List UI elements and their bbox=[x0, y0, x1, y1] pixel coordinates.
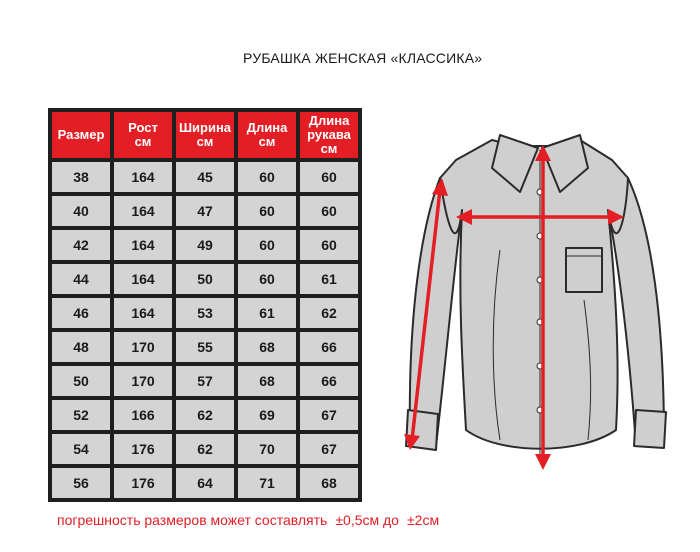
column-header-line: Длина bbox=[308, 113, 350, 128]
table-row bbox=[52, 332, 358, 362]
column-header-line: см bbox=[134, 134, 152, 149]
table-cell: 42 bbox=[52, 230, 110, 260]
table-cell: 53 bbox=[176, 298, 234, 328]
size-table-head bbox=[52, 112, 358, 158]
table-cell: 166 bbox=[114, 400, 172, 430]
table-row bbox=[52, 162, 358, 192]
table-row bbox=[52, 298, 358, 328]
table-cell: 68 bbox=[238, 366, 296, 396]
table-cell: 164 bbox=[114, 298, 172, 328]
table-cell: 164 bbox=[114, 196, 172, 226]
table-cell: 60 bbox=[300, 162, 358, 192]
column-header bbox=[176, 112, 234, 158]
column-header bbox=[114, 112, 172, 158]
table-cell: 164 bbox=[114, 162, 172, 192]
table-cell: 57 bbox=[176, 366, 234, 396]
table-cell: 50 bbox=[176, 264, 234, 294]
table-cell: 70 bbox=[238, 434, 296, 464]
shirt-illustration bbox=[395, 100, 695, 485]
table-cell: 56 bbox=[52, 468, 110, 498]
table-row bbox=[52, 366, 358, 396]
table-row bbox=[52, 196, 358, 226]
table-cell: 54 bbox=[52, 434, 110, 464]
tolerance-note bbox=[57, 512, 439, 528]
table-cell: 164 bbox=[114, 264, 172, 294]
header-row bbox=[52, 112, 358, 158]
tolerance-text: погрешность размеров может составлять bbox=[57, 512, 328, 528]
table-cell: 68 bbox=[300, 468, 358, 498]
table-row bbox=[52, 468, 358, 498]
table-cell: 71 bbox=[238, 468, 296, 498]
table-cell: 66 bbox=[300, 332, 358, 362]
column-header-line: Длина bbox=[246, 120, 288, 135]
table-cell: 46 bbox=[52, 298, 110, 328]
size-table bbox=[48, 108, 362, 502]
table-cell: 68 bbox=[238, 332, 296, 362]
table-row bbox=[52, 264, 358, 294]
table-cell: 38 bbox=[52, 162, 110, 192]
table-cell: 66 bbox=[300, 366, 358, 396]
table-row bbox=[52, 400, 358, 430]
table-cell: 60 bbox=[238, 230, 296, 260]
table-cell: 164 bbox=[114, 230, 172, 260]
table-row bbox=[52, 230, 358, 260]
size-table-body bbox=[52, 162, 358, 498]
table-cell: 60 bbox=[238, 196, 296, 226]
table-cell: 50 bbox=[52, 366, 110, 396]
table-cell: 67 bbox=[300, 400, 358, 430]
column-header-line: Ширина bbox=[178, 120, 232, 135]
table-cell: 40 bbox=[52, 196, 110, 226]
table-cell: 170 bbox=[114, 366, 172, 396]
table-cell: 60 bbox=[238, 264, 296, 294]
column-header-line: см bbox=[196, 134, 214, 149]
table-cell: 176 bbox=[114, 468, 172, 498]
table-cell: 60 bbox=[238, 162, 296, 192]
right-cuff bbox=[634, 410, 666, 448]
table-cell: 45 bbox=[176, 162, 234, 192]
tolerance-low: ±0,5см до bbox=[335, 512, 399, 528]
table-cell: 60 bbox=[300, 196, 358, 226]
tolerance-high: ±2см bbox=[406, 512, 440, 528]
table-cell: 61 bbox=[300, 264, 358, 294]
column-header-line: рукава bbox=[307, 127, 351, 142]
shirt-body bbox=[440, 140, 628, 449]
page-title: РУБАШКА ЖЕНСКАЯ «КЛАССИКА» bbox=[243, 50, 483, 66]
column-header bbox=[300, 112, 358, 158]
table-cell: 44 bbox=[52, 264, 110, 294]
table-cell: 55 bbox=[176, 332, 234, 362]
table-cell: 47 bbox=[176, 196, 234, 226]
table-cell: 176 bbox=[114, 434, 172, 464]
table-cell: 62 bbox=[176, 434, 234, 464]
column-header-line: см bbox=[258, 134, 276, 149]
table-cell: 69 bbox=[238, 400, 296, 430]
column-header bbox=[52, 112, 110, 158]
column-header-line: Рост bbox=[128, 120, 158, 135]
table-cell: 62 bbox=[300, 298, 358, 328]
table-cell: 60 bbox=[300, 230, 358, 260]
table-cell: 170 bbox=[114, 332, 172, 362]
table-cell: 48 bbox=[52, 332, 110, 362]
table-cell: 61 bbox=[238, 298, 296, 328]
table-row bbox=[52, 434, 358, 464]
table-cell: 49 bbox=[176, 230, 234, 260]
column-header bbox=[238, 112, 296, 158]
length-arrowhead-bottom bbox=[535, 454, 551, 470]
column-header-line: см bbox=[320, 141, 338, 156]
column-header-line: Размер bbox=[57, 127, 105, 142]
table-cell: 52 bbox=[52, 400, 110, 430]
table-cell: 64 bbox=[176, 468, 234, 498]
table-cell: 62 bbox=[176, 400, 234, 430]
chest-pocket bbox=[566, 248, 602, 292]
table-cell: 67 bbox=[300, 434, 358, 464]
